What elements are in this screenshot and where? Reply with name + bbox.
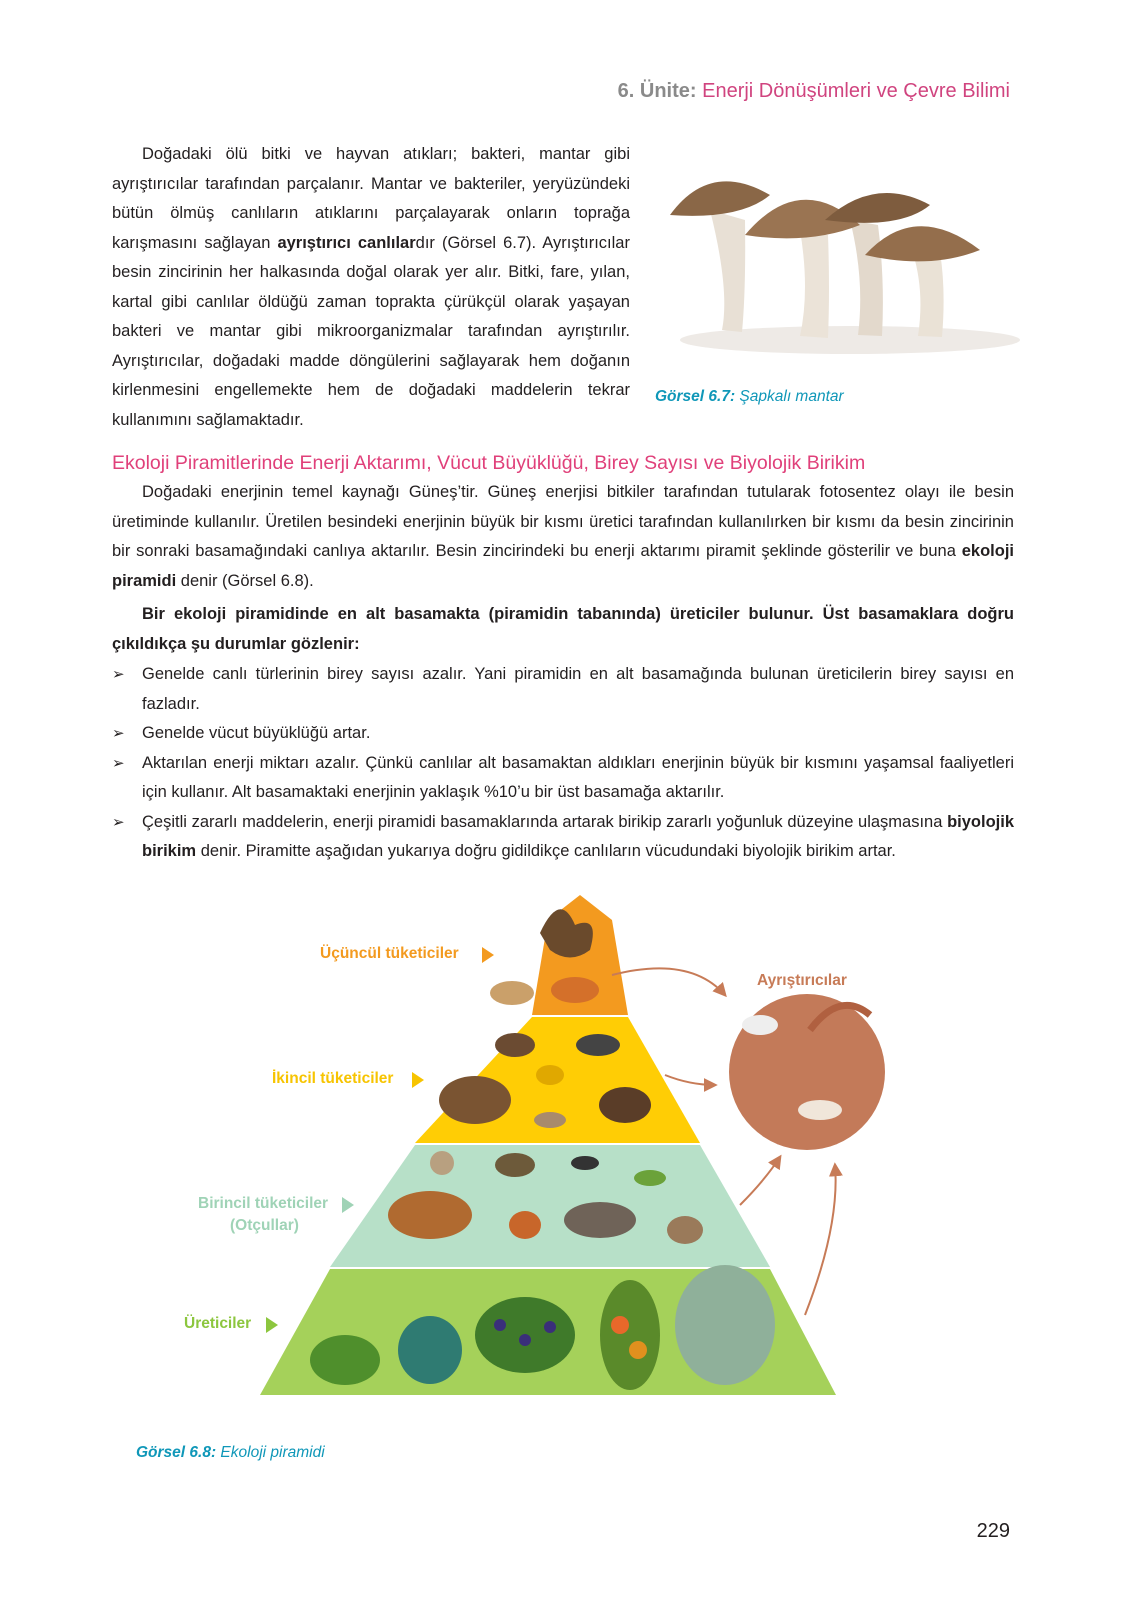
- label-secondary: İkincil tüketiciler: [272, 1070, 394, 1087]
- grass-icon: [310, 1335, 380, 1385]
- figure1-caption-text: Şapkalı mantar: [735, 388, 844, 405]
- label-primary-sub: (Otçullar): [230, 1217, 299, 1234]
- list-item-bold: biyolojik birikim: [142, 812, 1014, 860]
- para1-text-b: dır (Görsel 6.7). Ayrıştırıcılar besin zincirinin her halkasında doğal olarak yer alır. Bitki, fare, yılan, kartal gibi canlılar öldüğü zaman toprakta çürükçül olarak yaşayan bakteri ve mantar gibi mikroorganizmalar tarafından ayrıştırılır. Ayrıştırıcılar, doğadaki madde döngülerini sağlayarak hem doğanın kirlenmesini engellemekte hem de doğadaki maddelerin tekrar kullanımını sağlamaktadır.: [112, 233, 630, 429]
- unit-title: Enerji Dönüşümleri ve Çevre Bilimi: [696, 80, 1010, 102]
- mushroom-icon: [742, 1015, 778, 1035]
- label-decomposers: Ayrıştırıcılar: [757, 972, 847, 989]
- badger-icon: [576, 1034, 620, 1056]
- para1-bold: ayrıştırıcı canlılar: [277, 233, 416, 252]
- beetle-icon: [571, 1156, 599, 1170]
- fox-icon: [551, 977, 599, 1003]
- mouse-icon: [534, 1112, 566, 1128]
- paragraph-pyramid-intro: Bir ekoloji piramidinde en alt basamakta (piramidin tabanında) üreticiler bulunur. Üst basamaklara doğru çıkıldıkça şu durumlar gözlenir:: [112, 605, 1014, 653]
- turtle-icon: [495, 1153, 535, 1177]
- arrow-producers-to-decomposers: [805, 1165, 836, 1315]
- list-item-text-b: denir. Piramitte aşağıdan yukarıya doğru gidildikçe canlıların vücudundaki biyolojik birikim artar.: [196, 842, 896, 860]
- list-item-text: Aktarılan enerji miktarı azalır. Çünkü canlılar alt basamaktan aldıkları enerjinin büyük bir kısmını yaşamsal faaliyetleri için kullanır. Alt basamaktaki enerjinin yaklaşık %10’u bir üst basamağa aktarılır.: [142, 753, 1014, 801]
- list-item: [112, 808, 1014, 867]
- page-header: [618, 80, 1010, 103]
- para2-bold: ekoloji piramidi: [112, 542, 1014, 590]
- label-producers: Üreticiler: [184, 1315, 252, 1332]
- bear-icon: [439, 1076, 511, 1124]
- boar-icon: [599, 1087, 651, 1123]
- mango-tree-icon: [600, 1280, 660, 1390]
- bird-icon: [536, 1065, 564, 1085]
- observation-list: [112, 660, 1014, 867]
- mushroom-photo: [650, 140, 1026, 380]
- bullet-arrow-icon: ➢: [112, 754, 125, 772]
- paragraph-decomposers: [112, 140, 630, 435]
- figure-6-7-caption: [655, 388, 844, 406]
- tapir-icon: [564, 1202, 636, 1238]
- list-item-text: Genelde canlı türlerinin birey sayısı azalır. Yani piramidin en alt basamağında bulunan üreticilerin birey sayısı en fazladır.: [142, 665, 1014, 713]
- para1-text-a: Doğadaki ölü bitki ve hayvan atıkları; bakteri, mantar gibi ayrıştırıcılar tarafından parçalanır. Mantar ve bakteriler, yeryüzündeki bütün ölmüş canlıların atıklarını parçalayarak onların toprağa karışmasını sağlayan: [112, 145, 630, 252]
- bullet-arrow-icon: ➢: [112, 666, 125, 683]
- ecology-pyramid: [180, 895, 1060, 1440]
- bullet-arrow-icon: ➢: [112, 813, 125, 831]
- list-item: [112, 719, 1014, 749]
- unit-label: 6. Ünite:: [617, 80, 697, 102]
- page-number: 229: [976, 1520, 1010, 1542]
- arrow-secondary-to-decomposers: [665, 1075, 715, 1085]
- cow-icon: [388, 1191, 472, 1239]
- figure2-label: Görsel 6.8:: [136, 1444, 217, 1461]
- arrow-primary-to-decomposers: [740, 1157, 780, 1205]
- hedgehog-icon: [495, 1033, 535, 1057]
- paragraph-energy: [112, 478, 1014, 596]
- arrow-tertiary-to-decomposers: [612, 968, 725, 995]
- para2-text-b: denir (Görsel 6.8).: [176, 571, 314, 590]
- label-tertiary: Üçüncül tüketiciler: [320, 945, 459, 962]
- figure-6-8-caption: [136, 1444, 325, 1462]
- caterpillar-icon: [634, 1170, 666, 1186]
- list-item-text: Genelde vücut büyüklüğü artar.: [142, 724, 371, 742]
- section-title: Ekoloji Piramitlerinde Enerji Aktarımı, Vücut Büyüklüğü, Birey Sayısı ve Biyolojik Birikim: [112, 452, 866, 474]
- squirrel-icon: [509, 1211, 541, 1239]
- bullet-arrow-icon: ➢: [112, 725, 125, 742]
- rabbit-icon: [667, 1216, 703, 1244]
- tree-icon: [675, 1265, 775, 1385]
- label-primary: Birincil tüketiciler: [198, 1195, 329, 1212]
- figure2-caption-text: Ekoloji piramidi: [216, 1444, 325, 1461]
- para2-text-a: Doğadaki enerjinin temel kaynağı Güneş’tir. Güneş enerjisi bitkiler tarafından tutularak fotosentez olayı ile besin üretiminde kullanılır. Üretilen besindeki enerjinin büyük bir kısmı üretici tarafından kullanılırken bir kısmı da besin zincirinin bir sonraki basamağındaki canlıya aktarılır. Besin zincirindeki bu enerji aktarımı piramit şeklinde gösterilir ve buna: [112, 483, 1014, 560]
- snail-icon: [430, 1151, 454, 1175]
- lynx-icon: [490, 981, 534, 1005]
- list-item: [112, 660, 1014, 719]
- list-item: [112, 749, 1014, 808]
- figure1-label: Görsel 6.7:: [655, 388, 736, 405]
- list-item-text-a: Çeşitli zararlı maddelerin, enerji piramidi basamaklarında artarak birikip zararlı yoğunluk düzeyine ulaşmasına: [142, 812, 948, 831]
- fern-icon: [398, 1316, 462, 1384]
